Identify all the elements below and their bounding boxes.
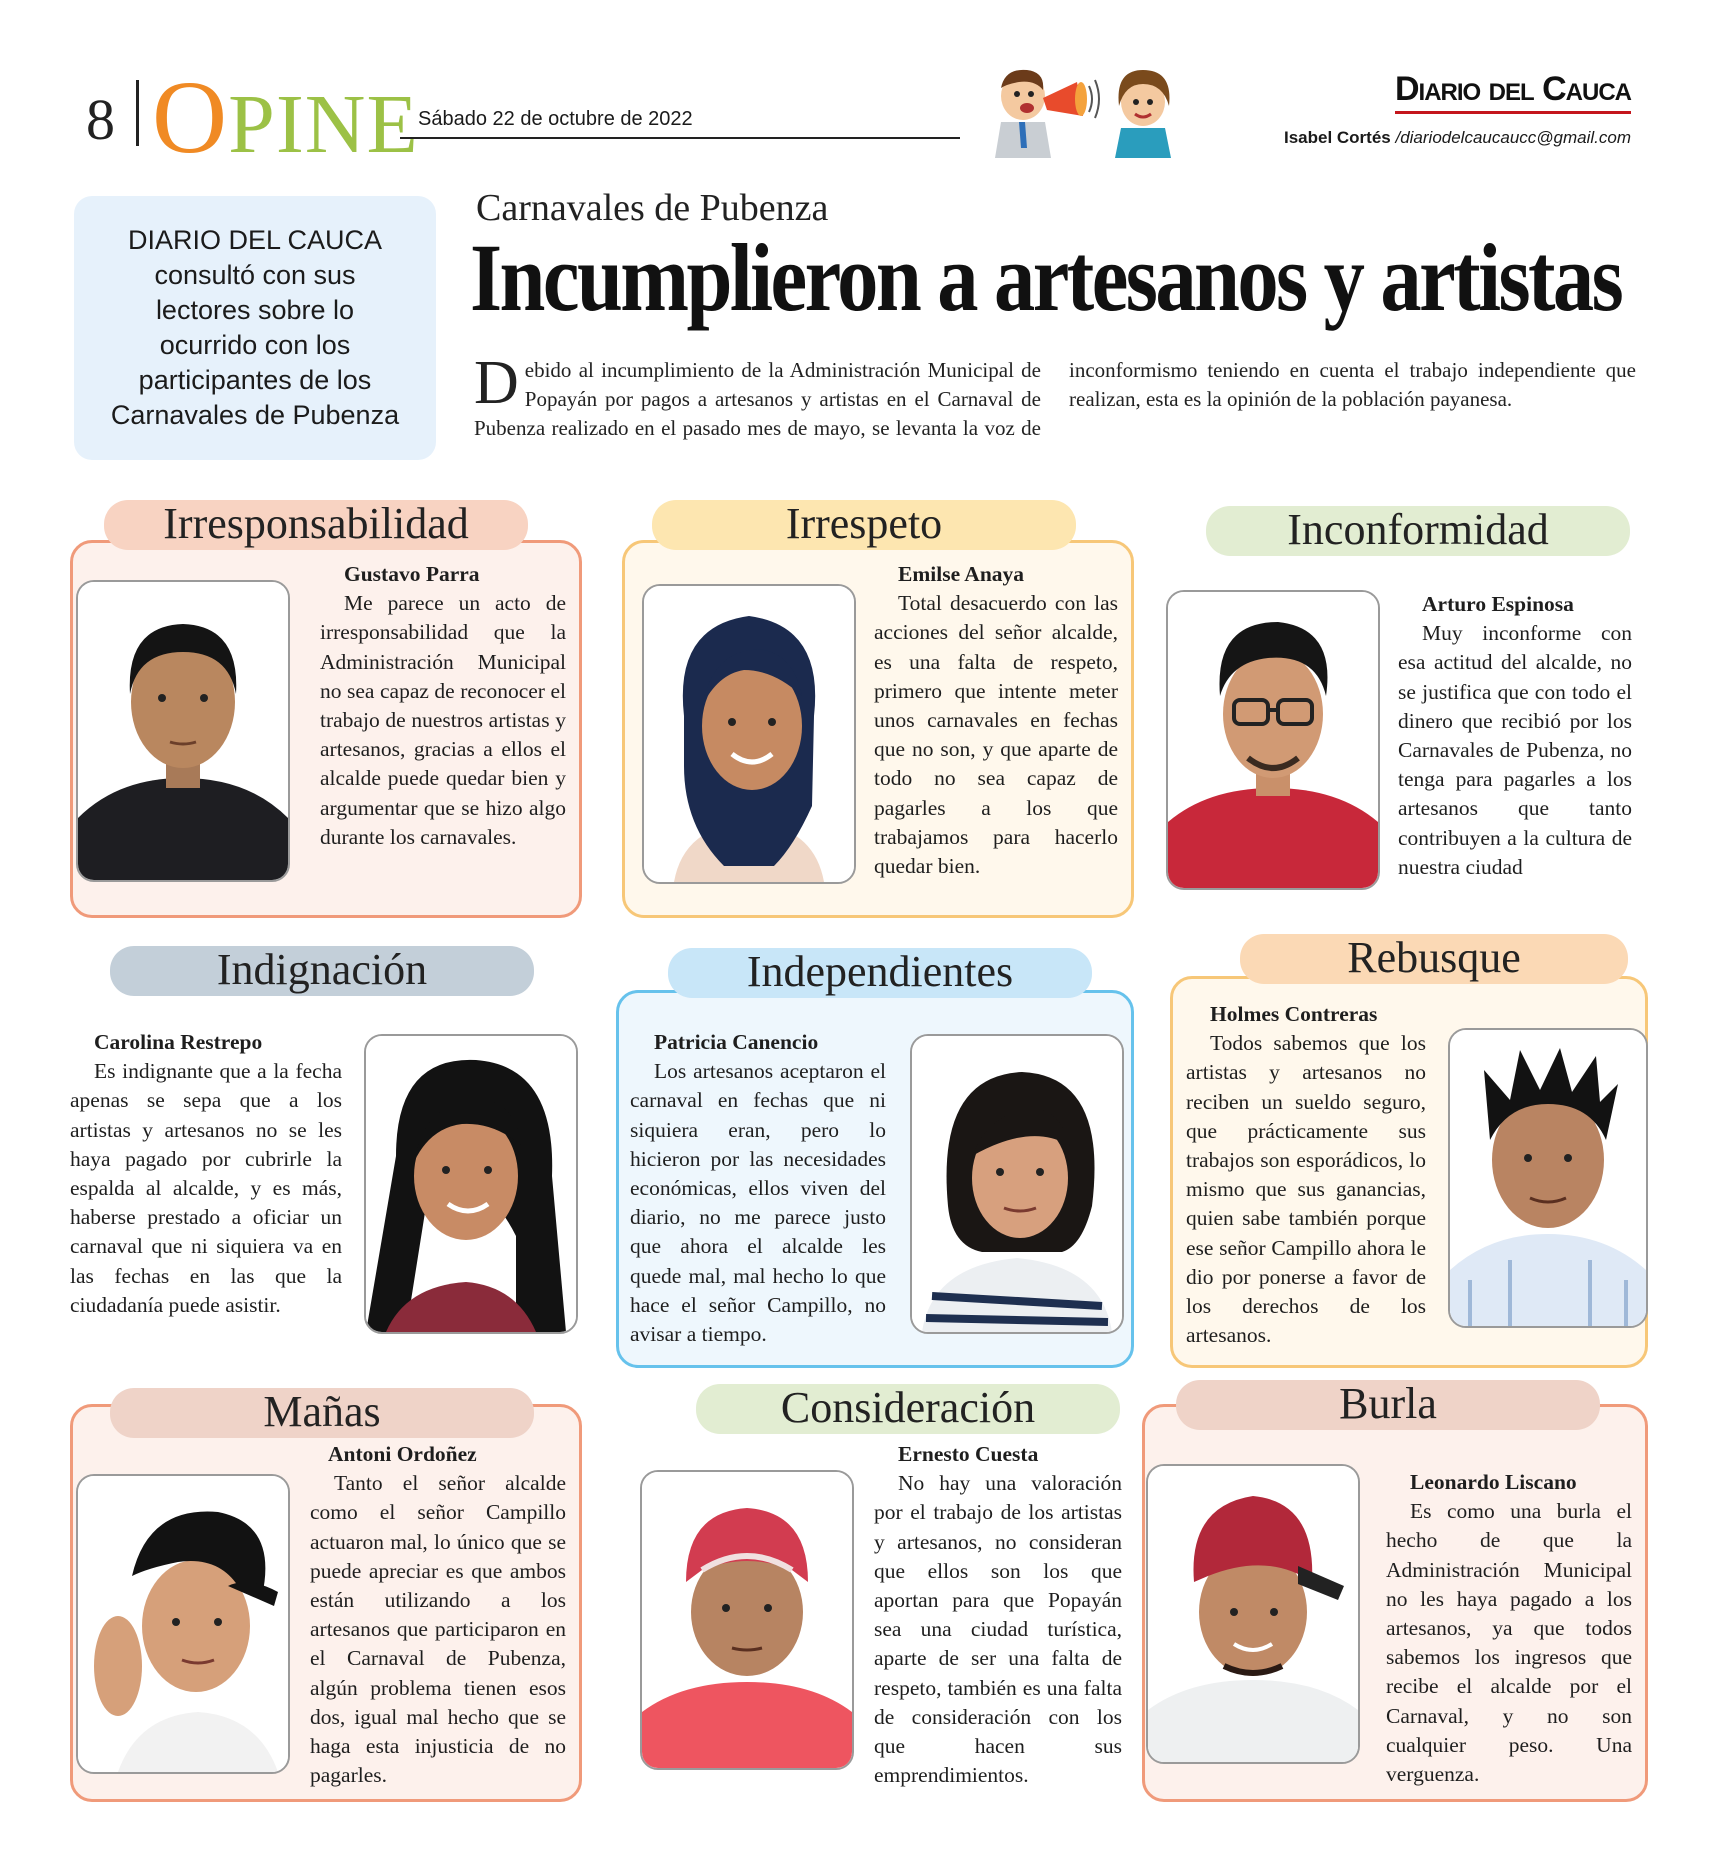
section-logo: [152, 60, 419, 175]
opinion-text-patricia-canencio: [630, 1028, 886, 1349]
opinion-author: Gustavo Parra: [344, 562, 480, 586]
portrait-photo-ernesto-cuesta: [640, 1470, 854, 1770]
portrait-photo-holmes-contreras: [1448, 1028, 1648, 1328]
portrait-photo-leonardo-liscano: [1146, 1464, 1360, 1764]
author-name: Isabel Cortés: [1283, 128, 1391, 147]
lead-text: ebido al incumplimiento de la Administración Municipal de Popayán por pagos a artesanos y artistas en el Carnaval de Pubenza realizado en el pasado mes de mayo, se levanta la voz de inconformismo teniendo en cuenta el trabajo independiente que realizan, esta es la opinión de la población payanesa.: [474, 358, 1636, 440]
opinion-tag-indignacion: Indignación: [110, 946, 534, 996]
article-lead: [474, 349, 1636, 443]
opinion-body: No hay una valoración por el trabajo de los artistas y artesanos, no consideran que ellos son los que aportan para que Popayán sea una ciudad turística, aparte de ser una falta de respeto, también es una falta de consideración con los que hacen sus emprendimientos.: [874, 1471, 1122, 1788]
opinion-tag-irresponsabilidad: Irresponsabilidad: [104, 500, 528, 550]
opinion-author: Carolina Restrepo: [94, 1030, 263, 1054]
opinion-body: Los artesanos aceptaron el carnaval en fechas que ni siquiera eran, pero lo hicieron por las necesidades económicas, ellos viven del diario, no me parece justo que ahora el alcalde les quede mal, mal hecho lo que hace el señor Campillo, no avisar a tiempo.: [630, 1059, 886, 1347]
intro-text: DIARIO DEL CAUCA consultó con sus lectores sobre lo ocurrido con los participantes de los Carnavales de Pubenza: [110, 225, 400, 430]
issue-date-line: [400, 108, 960, 139]
opinion-author: Leonardo Liscano: [1410, 1470, 1577, 1494]
drop-cap: D: [474, 349, 519, 417]
opinion-text-emilse-anaya: [874, 560, 1118, 881]
opinion-body: Tanto el señor alcalde como el señor Campillo actuaron mal, lo único que se puede apreciar es que ambos están utilizando a los artesanos que participaron en el Carnaval de Pubenza, algún problema tienen esos dos, igual mal hecho que se haga esta injusticia de no pagarles.: [310, 1471, 566, 1788]
section-logo-rest: PINE: [228, 78, 419, 171]
author-email: /diariodelcaucaucc@gmail.com: [1395, 128, 1631, 147]
portrait-photo-gustavo-parra: [76, 580, 290, 882]
opinion-tag-inconformidad: Inconformidad: [1206, 506, 1630, 556]
masthead: [1284, 70, 1631, 148]
opinion-text-carolina-restrepo: [70, 1028, 342, 1320]
section-logo-initial: O: [152, 60, 229, 175]
opinion-author: Arturo Espinosa: [1422, 592, 1574, 616]
article-headline: Incumplieron a artesanos y artistas: [470, 224, 1622, 331]
article-kicker: Carnavales de Pubenza: [476, 187, 829, 229]
issue-date: Sábado 22 de octubre de 2022: [418, 108, 693, 130]
portrait-photo-arturo-espinosa: [1166, 590, 1380, 890]
opinion-text-arturo-espinosa: [1398, 590, 1632, 882]
opinion-tag-consideracion: Consideración: [696, 1384, 1120, 1434]
opinion-text-ernesto-cuesta: [874, 1440, 1122, 1790]
opinion-body: Total desacuerdo con las acciones del señor alcalde, es una falta de respeto, primero que intente meter unos carnavales en fechas que no son, y que aparte de todo no sea capaz de pagarles a los que trabajamos para hacerlo quedar bien.: [874, 591, 1118, 879]
opinion-text-holmes-contreras: [1186, 1000, 1426, 1350]
portrait-photo-antoni-ordonez: [76, 1474, 290, 1774]
opinion-author: Patricia Canencio: [654, 1030, 819, 1054]
portrait-photo-carolina-restrepo: [364, 1034, 578, 1334]
intro-box: [74, 196, 436, 460]
opinion-author: Antoni Ordoñez: [328, 1442, 477, 1466]
opinion-author: Ernesto Cuesta: [898, 1442, 1039, 1466]
opinion-body: Todos sabemos que los artistas y artesanos no reciben un sueldo seguro, que prácticamente sus trabajos son esporádicos, lo mismo que sus ganancias, quien sabe también porque ese señor Campillo ahora le dio por ponerse a favor de los derechos de los artesanos.: [1186, 1031, 1426, 1348]
opinion-author: Emilse Anaya: [898, 562, 1025, 586]
opinion-tag-manas: Mañas: [110, 1388, 534, 1438]
opinion-tag-irrespeto: Irrespeto: [652, 500, 1076, 550]
opinion-tag-rebusque: Rebusque: [1240, 934, 1628, 984]
opinion-body: Me parece un acto de irresponsabilidad que la Administración Municipal no sea capaz de reconocer el trabajo de nuestros artistas y artesanos, gracias a ellos el alcalde puede quedar bien y argumentar que se hizo algo durante los carnavales.: [320, 591, 566, 849]
opinion-tag-independientes: Independientes: [668, 948, 1092, 998]
portrait-photo-emilse-anaya: [642, 584, 856, 884]
author-credit: [1284, 128, 1631, 148]
opinion-author: Holmes Contreras: [1210, 1002, 1378, 1026]
opinion-text-antoni-ordonez: [310, 1440, 566, 1790]
opinion-body: Muy inconforme con esa actitud del alcalde, no se justifica que con todo el dinero que recibió por los Carnavales de Pubenza, no tenga para pagarles a los artesanos que tanto contribuyen a la cultura de nuestra ciudad: [1398, 621, 1632, 879]
newspaper-brand: Diario del Cauca: [1395, 70, 1631, 114]
opinion-text-leonardo-liscano: [1386, 1468, 1632, 1789]
page-number: 8: [86, 87, 115, 152]
megaphone-cartoon-illustration: [985, 62, 1180, 158]
opinion-tag-burla: Burla: [1176, 1380, 1600, 1430]
opinion-text-gustavo-parra: [320, 560, 566, 852]
portrait-photo-patricia-canencio: [910, 1034, 1124, 1334]
opinion-body: Es indignante que a la fecha apenas se sepa que a los artistas y artesanos no se les haya pagado por cubrirle la espalda al alcalde, y es más, haberse prestado a oficiar un carnaval que ni siquiera va en las fechas en las que la ciudadanía puede asistir.: [70, 1059, 342, 1317]
page-number-separator: [136, 80, 139, 146]
opinion-body: Es como una burla el hecho de que la Administración Municipal no les haya pagado a los artesanos, ya que todos sabemos los ingresos que recibe el alcalde por el Carnaval, y no son cualquier peso. Una verguenza.: [1386, 1499, 1632, 1787]
